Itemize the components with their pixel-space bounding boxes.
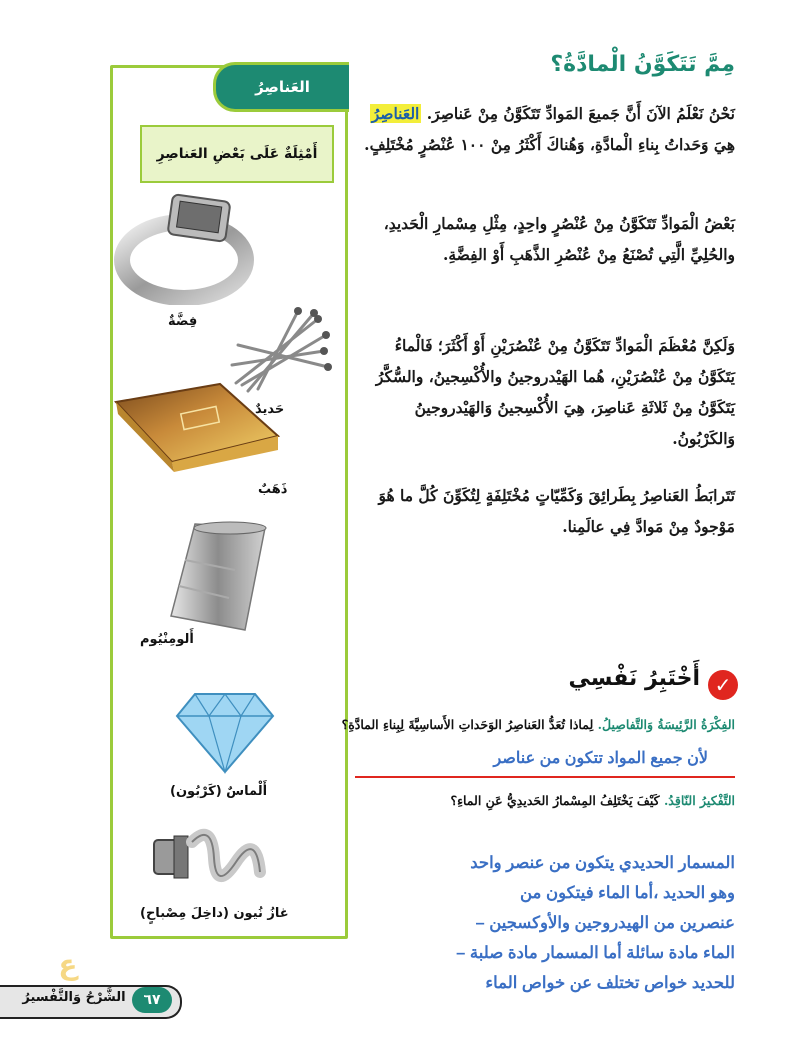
answer-2 — [335, 848, 735, 998]
check-icon: ✓ — [708, 670, 738, 700]
question-2 — [295, 788, 735, 814]
examples-title: أَمْثِلَةٌ عَلَى بَعْضِ العَناصِرِ — [156, 146, 318, 162]
page-title: مِمَّ تَتَكَوَّنُ الْمادَّةُ؟ — [550, 52, 735, 77]
ring-icon — [112, 190, 262, 305]
page-number: ٦٧ — [132, 987, 172, 1013]
answer-2-line: عنصرين من الهيدروجين والأوكسجين – — [475, 914, 735, 932]
question-1-label: الفِكْرَةُ الرَّئِيسَةُ وَالتَّفاصِيلُ. — [597, 717, 735, 732]
answer-2-line: للحديد خواص تختلف عن خواص الماء — [485, 974, 735, 992]
answer-2-line: المسمار الحديدي يتكون من عنصر واحد — [470, 854, 735, 872]
item-label-diamond: أَلْماسٌ (كَرْبُون) — [170, 784, 268, 799]
item-label-aluminium: أَلومِنْيُوم — [140, 632, 194, 647]
paragraph-3: وَلَكِنَّ مُعْظَمَ الْمَوادِّ تَتَكَوَّنُ مِنْ عُنْصُرَيْنِ أَوْ أَكْثَرَ؛ فَالْماءُ يَتَكَوَّنُ مِنْ عُنْصُرَيْنِ، هُما الهَيْدروجينُ والأُكْسِجينُ، والسُّكَّرُ يَتَكَوَّنُ مِنْ ثَلاثَةِ عَناصِرَ، هِيَ الأُكْسِجينُ وَالهَيْدروجينُ وَالكَرْبُونُ. — [375, 336, 735, 448]
paragraph-4: تَتَرابَطُ العَناصِرُ بِطَرائِقَ وَكَمِّيّاتٍ مُخْتَلِفَةٍ لِتُكَوِّنَ كُلَّ ما هُوَ مَوْجودٌ مِنْ مَوادَّ فِي عالَمِنا. — [378, 486, 735, 536]
divider — [355, 776, 735, 778]
paragraph-1 — [355, 98, 735, 160]
answer-2-line: وهو الحديد ،أما الماء فيتكون من — [520, 884, 735, 902]
item-label-iron: حَديدٌ — [255, 402, 285, 417]
examples-box — [140, 125, 334, 183]
answer-1: لأن جميع المواد تتكون من عناصر — [493, 750, 708, 767]
publisher-logo-icon: ع — [58, 948, 78, 981]
lamp-icon — [152, 812, 272, 910]
self-test-title: أَخْتَبِرُ نَفْسِي — [568, 666, 700, 691]
side-panel-tab — [213, 62, 349, 112]
side-panel-title: العَناصِرُ — [255, 78, 310, 96]
paragraph-2: بَعْضُ الْمَوادِّ تَتَكَوَّنُ مِنْ عُنْصُرٍ واحِدٍ، مِثْلِ مِسْمارِ الْحَديدِ، والحُلِيِّ الَّتِي تُصْنَعُ مِنْ عُنْصُرِ الذَّهَبِ أَوْ الفِضَّةِ. — [383, 214, 735, 264]
paragraph-1-start: نَحْنُ نَعْلَمُ الآنَ أَنَّ جَميعَ المَوادِّ تَتَكَوَّنُ مِنْ عَناصِرَ. — [426, 104, 735, 123]
paragraph-1-end: هِيَ وَحَداتُ بِناءِ الْمادَّةِ، وَهُناكَ أَكْثَرُ مِنْ ١٠٠ عُنْصُرٍ مُخْتَلِفٍ. — [364, 135, 735, 154]
foil-icon — [165, 520, 270, 635]
question-2-text: كَيْفَ يَخْتَلِفُ المِسْمارُ الحَديدِيُّ عَنِ الماءِ؟ — [450, 793, 660, 808]
question-1-text: لِماذا تُعَدُّ العَناصِرُ الوَحَداتِ الأَساسِيَّةَ لِبِناءِ المادَّةِ؟ — [341, 717, 594, 732]
question-1 — [295, 712, 735, 738]
elements-term-highlight: العَناصِرُ — [371, 104, 420, 123]
gold-bar-icon — [112, 380, 285, 475]
item-label-neon: غازُ نُيون (داخِلَ مِصْباحٍ) — [140, 906, 289, 921]
item-label-silver: فِضَّةٌ — [168, 314, 198, 329]
answer-2-line: الماء مادة سائلة أما المسمار مادة صلبة – — [456, 944, 735, 962]
question-2-label: التَّفْكيرُ النّاقِدُ. — [663, 793, 735, 808]
footer-section-label: الشَّرْحُ وَالتَّفْسيرُ — [22, 990, 126, 1005]
item-label-gold: ذَهَبٌ — [258, 482, 288, 497]
